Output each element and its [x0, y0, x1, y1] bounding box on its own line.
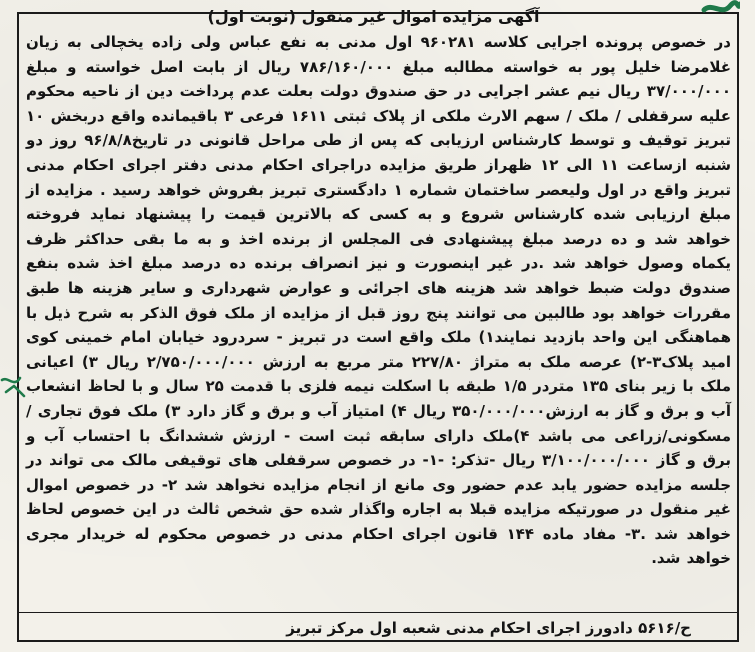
auction-notice: [26, 6, 731, 571]
notice-body: در خصوص پرونده اجرایی کلاسه ۹۶۰۲۸۱ اول مدنی به نفع عباس ولی زاده یخچالی به زیان غلامرضا خلیل پور به خواسته مطالبه مبلغ ۷۸۶/۱۶۰/۰۰۰ ریال از بابت اصل خواسته و مبلغ ۳۷/۰۰۰/۰۰۰ ریال نیم عشر اجرایی در حق صندوق دولت بعلت عدم پرداخت دین از ناحیه محکوم علیه سرقفلی / ملک / سهم الارث ملکی از پلاک ثبتی ۱۶۱۱ فرعی ۳ باقیمانده واقع دربخش ۱۰ تبریز توقیف و توسط کارشناس ارزیابی که پس از طی مراحل قانونی در تاریخ۹۶/۸/۸ روز دو شنبه ازساعت ۱۱ الی ۱۲ ظهراز طریق مزایده دراجرای احکام مدنی دفتر اجرای احکام مدنی تبریز واقع در اول ولیعصر ساختمان شماره ۱ دادگستری تبریز بفروش خواهد رسید . مزایده از مبلغ ارزیابی شده کارشناس شروع و به کسی که بالاترین قیمت را پیشنهاد نماید فروخته خواهد شد و ده درصد مبلغ پیشنهادی فی المجلس از برنده اخذ و به ما بقی حداکثر ظرف یکماه وصول خواهد شد .در غیر اینصورت و نیز انصراف برنده ده درصد مبلغ اخذ شده بنفع صندوق دولت ضبط خواهد شد هزینه های اجرائی و عوارض شهرداری و سایر هزینه ها طبق مقررات خواهد بود طالبین می توانند پنج روز قبل از مزایده از ملک فوق الذکر به شرح ذیل با هماهنگی این واحد بازدید نمایند۱) ملک واقع است در تبریز - سردرود خیابان امام خمینی کوی امید پلاک۳-۲) عرصه ملک به متراژ ۲۲۷/۸۰ متر مربع به ارزش ۲/۷۵۰/۰۰۰/۰۰۰ ریال ۳) اعیانی ملک با زیر بنای ۱۳۵ متردر ۱/۵ طبقه با اسکلت نیمه فلزی با قدمت ۲۵ سال و با لحاظ انشعاب آب و برق و گاز به ارزش۳۵۰/۰۰۰/۰۰۰ ریال ۴) امتیاز آب و برق و گاز دارد ۳) ملک فوق تجاری /مسکونی/زراعی می باشد ۴)ملک دارای سابقه ثبت است - ارزش ششدانگ با احتساب آب و برق و گاز ۳/۱۰۰/۰۰۰/۰۰۰ ریال -تذکر: -۱- در خصوص سرقفلی های توقیفی مالک می تواند در جلسه مزایده حضور یابد عدم حضور وی مانع از انجام مزایده نخواهد شد ۲- در خصوص اموال غیر منقول در صورتیکه مزایده قبلا به اجاره واگذار شده حق شخص ثالث در این خصوص لحاظ خواهد شد .۳- مفاد ماده ۱۴۴ قانون اجرای احکام مدنی در خصوص محکوم له خریدار مجری خواهد شد.: [26, 33, 732, 568]
notice-signature: ح/۵۶۱۶ دادورز اجرای احکام مدنی شعبه اول مرکز تبریز: [286, 619, 691, 637]
footer-divider: [17, 612, 739, 613]
notice-title: آگهی مزایده اموال غیر منقول (نوبت اول): [207, 7, 540, 26]
